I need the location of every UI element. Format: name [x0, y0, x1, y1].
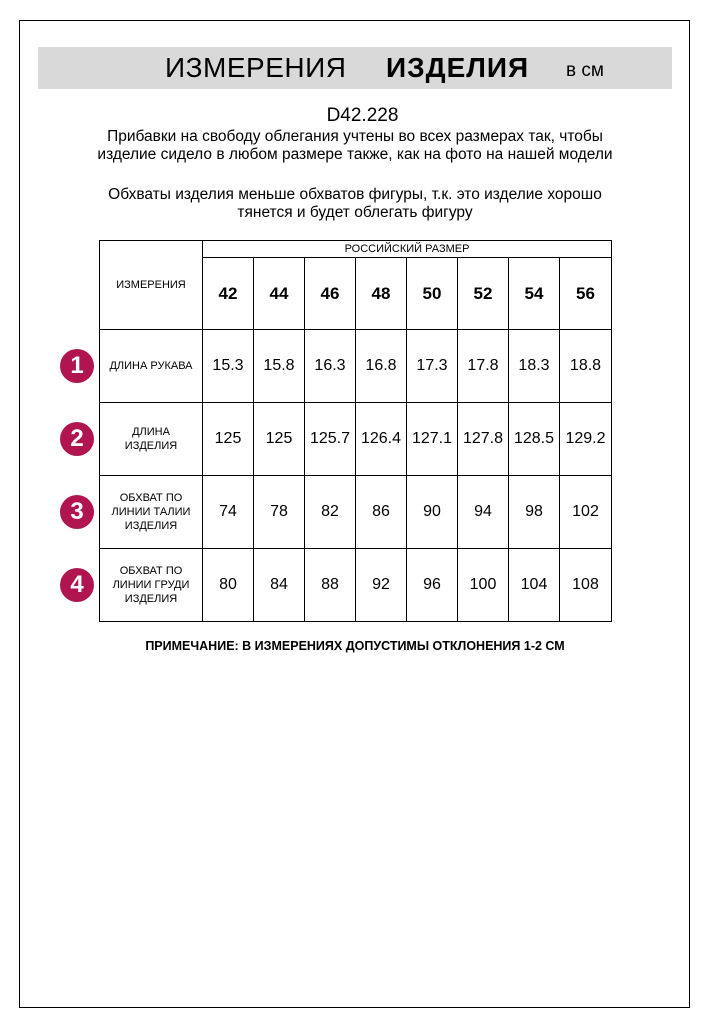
row-label: ДЛИНА РУКАВА: [100, 330, 203, 403]
row-label-text: ОБХВАТ ПО ЛИНИИ ГРУДИ ИЗДЕЛИЯ: [112, 565, 190, 605]
value-cell: 17.8: [458, 330, 509, 403]
size-cell: 48: [356, 258, 407, 330]
value-cell: 125: [254, 403, 305, 476]
size-table: [99, 240, 612, 622]
number-badge-2: 2: [60, 422, 94, 456]
title-banner: [38, 47, 672, 89]
row-label-text: ДЛИНА ИЗДЕЛИЯ: [124, 426, 178, 452]
value-cell: 96: [407, 549, 458, 622]
value-cell: 98: [509, 476, 560, 549]
value-cell: 90: [407, 476, 458, 549]
table-row: [100, 476, 612, 549]
number-badge-3: 3: [60, 495, 94, 529]
table-row: [100, 549, 612, 622]
row-label-text: ОБХВАТ ПО ЛИНИИ ТАЛИИ ИЗДЕЛИЯ: [111, 492, 191, 532]
size-cell: 54: [509, 258, 560, 330]
value-cell: 16.8: [356, 330, 407, 403]
size-cell: 52: [458, 258, 509, 330]
title-word-product: ИЗДЕЛИЯ: [386, 52, 530, 83]
value-cell: 17.3: [407, 330, 458, 403]
value-cell: 94: [458, 476, 509, 549]
value-cell: 100: [458, 549, 509, 622]
row-label: [100, 476, 203, 549]
table-row: [100, 403, 612, 476]
note-fit-allowance: Прибавки на свободу облегания учтены во всех размерах так, чтобы изделие сидело в любом размере также, как на фото на нашей модели: [97, 128, 613, 163]
value-cell: 128.5: [509, 403, 560, 476]
table-row: [100, 330, 612, 403]
value-cell: 127.1: [407, 403, 458, 476]
size-cell: 50: [407, 258, 458, 330]
value-cell: 82: [305, 476, 356, 549]
row-label: [100, 549, 203, 622]
value-cell: 15.8: [254, 330, 305, 403]
value-cell: 88: [305, 549, 356, 622]
measurements-header: ИЗМЕРЕНИЯ: [100, 241, 203, 330]
value-cell: 129.2: [560, 403, 612, 476]
value-cell: 125.7: [305, 403, 356, 476]
value-cell: 127.8: [458, 403, 509, 476]
tolerance-remark: ПРИМЕЧАНИЕ: В ИЗМЕРЕНИЯХ ДОПУСТИМЫ ОТКЛОНЕНИЯ 1-2 СМ: [145, 639, 565, 653]
value-cell: 125: [203, 403, 254, 476]
number-badge-4: 4: [60, 568, 94, 602]
title-word-measurements: ИЗМЕРЕНИЯ: [165, 52, 347, 83]
value-cell: 16.3: [305, 330, 356, 403]
value-cell: 18.8: [560, 330, 612, 403]
row-label: [100, 403, 203, 476]
value-cell: 18.3: [509, 330, 560, 403]
size-cell: 44: [254, 258, 305, 330]
value-cell: 92: [356, 549, 407, 622]
product-code: D42.228: [326, 105, 399, 126]
value-cell: 15.3: [203, 330, 254, 403]
note-stretch: Обхваты изделия меньше обхватов фигуры, т.к. это изделие хорошо тянется и будет облегать фигуру: [108, 186, 602, 221]
size-cell: 56: [560, 258, 612, 330]
size-cell: 46: [305, 258, 356, 330]
value-cell: 74: [203, 476, 254, 549]
russian-size-header: РОССИЙСКИЙ РАЗМЕР: [203, 241, 612, 258]
title-unit: в см: [566, 60, 604, 81]
value-cell: 78: [254, 476, 305, 549]
value-cell: 108: [560, 549, 612, 622]
value-cell: 86: [356, 476, 407, 549]
size-cell: 42: [203, 258, 254, 330]
number-badge-1: 1: [60, 349, 94, 383]
value-cell: 126.4: [356, 403, 407, 476]
value-cell: 102: [560, 476, 612, 549]
value-cell: 80: [203, 549, 254, 622]
value-cell: 104: [509, 549, 560, 622]
value-cell: 84: [254, 549, 305, 622]
